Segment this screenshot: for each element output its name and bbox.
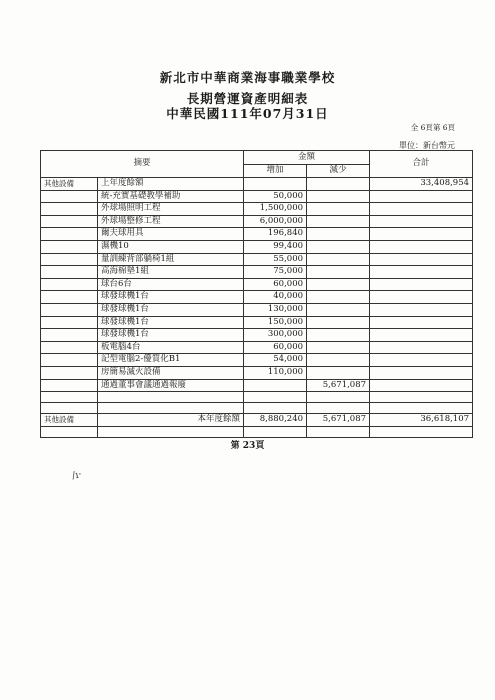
row-total xyxy=(370,354,473,367)
row-category xyxy=(41,303,98,316)
row-increase: 40,000 xyxy=(244,291,307,304)
blank-cell xyxy=(244,392,307,403)
table-row xyxy=(41,228,473,241)
table-row xyxy=(41,341,473,354)
row-decrease xyxy=(307,354,370,367)
table-row xyxy=(41,291,473,304)
row-increase: 55,000 xyxy=(244,253,307,266)
row-category xyxy=(41,215,98,228)
table-row xyxy=(41,316,473,329)
row-description: 球發球機1台 xyxy=(98,316,244,329)
row-category xyxy=(41,228,98,241)
row-total xyxy=(370,253,473,266)
row-total xyxy=(370,203,473,216)
row-decrease xyxy=(307,316,370,329)
blank-cell xyxy=(244,426,307,437)
row-increase: 300,000 xyxy=(244,329,307,342)
row-decrease xyxy=(307,215,370,228)
row-category xyxy=(41,190,98,203)
blank-row xyxy=(41,426,473,437)
blank-cell xyxy=(370,426,473,437)
summary-total: 36,618,107 xyxy=(370,414,473,427)
row-total xyxy=(370,379,473,392)
blank-cell xyxy=(244,403,307,414)
header-summary: 摘要 xyxy=(41,151,244,178)
table-row xyxy=(41,190,473,203)
table-row xyxy=(41,215,473,228)
row-total xyxy=(370,329,473,342)
report-title: 長期營運資產明細表 xyxy=(186,91,309,106)
row-decrease xyxy=(307,240,370,253)
blank-cell xyxy=(98,403,244,414)
row-increase xyxy=(244,379,307,392)
row-total xyxy=(370,291,473,304)
row-decrease xyxy=(307,366,370,379)
row-description: 球發球機1台 xyxy=(98,291,244,304)
row-decrease xyxy=(307,253,370,266)
row-category xyxy=(41,240,98,253)
row-decrease xyxy=(307,303,370,316)
row-total xyxy=(370,228,473,241)
row-category xyxy=(41,291,98,304)
row-category xyxy=(41,366,98,379)
blank-cell xyxy=(41,403,98,414)
table-row xyxy=(41,178,473,191)
row-total xyxy=(370,303,473,316)
row-description: 記型電腦2-優質化B1 xyxy=(98,354,244,367)
asset-detail-table xyxy=(40,150,473,438)
summary-increase: 8,880,240 xyxy=(244,414,307,427)
row-description: 板電腦4台 xyxy=(98,341,244,354)
row-description: 外球場照明工程 xyxy=(98,203,244,216)
row-decrease xyxy=(307,203,370,216)
header-decrease: 減少 xyxy=(307,165,370,178)
table-row xyxy=(41,253,473,266)
row-total xyxy=(370,215,473,228)
row-total xyxy=(370,240,473,253)
blank-cell xyxy=(370,392,473,403)
table-row xyxy=(41,354,473,367)
row-decrease: 5,671,087 xyxy=(307,379,370,392)
blank-row xyxy=(41,403,473,414)
header-amount: 金額 xyxy=(244,151,370,165)
row-description: 球發球機1台 xyxy=(98,303,244,316)
row-increase: 110,000 xyxy=(244,366,307,379)
handwritten-mark: /ı· xyxy=(71,469,83,482)
row-category xyxy=(41,278,98,291)
row-description: 量訓練背部躺椅1組 xyxy=(98,253,244,266)
row-description: 爾夫球用具 xyxy=(98,228,244,241)
blank-cell xyxy=(307,403,370,414)
row-increase: 60,000 xyxy=(244,341,307,354)
table-row xyxy=(41,366,473,379)
row-description: 通過董事會議通過報廢 xyxy=(98,379,244,392)
header-total: 合計 xyxy=(370,151,473,178)
blank-cell xyxy=(307,426,370,437)
row-decrease xyxy=(307,228,370,241)
row-increase: 60,000 xyxy=(244,278,307,291)
blank-row xyxy=(41,392,473,403)
table-row xyxy=(41,240,473,253)
blank-cell xyxy=(98,392,244,403)
school-name: 新北市中華商業海事職業學校 xyxy=(159,70,336,85)
row-increase: 196,840 xyxy=(244,228,307,241)
row-category: 其他設備 xyxy=(41,178,98,191)
row-category xyxy=(41,341,98,354)
row-description: 外球場整修工程 xyxy=(98,215,244,228)
row-total xyxy=(370,341,473,354)
row-decrease xyxy=(307,278,370,291)
row-category xyxy=(41,203,98,216)
row-decrease xyxy=(307,178,370,191)
row-increase: 99,400 xyxy=(244,240,307,253)
row-description: 濕機10 xyxy=(98,240,244,253)
row-category xyxy=(41,354,98,367)
row-decrease xyxy=(307,190,370,203)
row-category xyxy=(41,266,98,279)
table-row xyxy=(41,303,473,316)
row-decrease xyxy=(307,291,370,304)
summary-description: 本年度餘額 xyxy=(98,414,244,427)
row-total xyxy=(370,278,473,291)
row-increase: 50,000 xyxy=(244,190,307,203)
table-row xyxy=(41,329,473,342)
row-total: 33,408,954 xyxy=(370,178,473,191)
currency-unit: 單位：新台幣元 xyxy=(399,141,455,150)
row-decrease xyxy=(307,266,370,279)
table-row xyxy=(41,379,473,392)
row-total xyxy=(370,190,473,203)
row-increase: 130,000 xyxy=(244,303,307,316)
header-increase: 增加 xyxy=(244,165,307,178)
blank-cell xyxy=(307,392,370,403)
row-description: 統-充實基礎教學補助 xyxy=(98,190,244,203)
row-increase: 54,000 xyxy=(244,354,307,367)
row-description: 房簡易滅火設備 xyxy=(98,366,244,379)
table-row xyxy=(41,203,473,216)
row-increase: 6,000,000 xyxy=(244,215,307,228)
summary-decrease: 5,671,087 xyxy=(307,414,370,427)
row-increase: 150,000 xyxy=(244,316,307,329)
row-description: 高海棉墊1組 xyxy=(98,266,244,279)
row-description: 上年度餘額 xyxy=(98,178,244,191)
row-category xyxy=(41,253,98,266)
blank-cell xyxy=(41,426,98,437)
row-category xyxy=(41,379,98,392)
row-decrease xyxy=(307,341,370,354)
blank-cell xyxy=(370,403,473,414)
report-date: 中華民國111年07月31日 xyxy=(166,106,329,121)
row-total xyxy=(370,316,473,329)
summary-category: 其他設備 xyxy=(41,414,98,427)
table-row xyxy=(41,278,473,291)
summary-row xyxy=(41,414,473,427)
row-total xyxy=(370,366,473,379)
row-increase: 75,000 xyxy=(244,266,307,279)
row-category xyxy=(41,316,98,329)
page-info: 全 6頁第 6頁 xyxy=(410,123,455,132)
blank-cell xyxy=(98,426,244,437)
row-increase xyxy=(244,178,307,191)
row-category xyxy=(41,329,98,342)
row-increase: 1,500,000 xyxy=(244,203,307,216)
row-description: 球發球機1台 xyxy=(98,329,244,342)
row-description: 球台6台 xyxy=(98,278,244,291)
table-row xyxy=(41,266,473,279)
row-decrease xyxy=(307,329,370,342)
blank-cell xyxy=(41,392,98,403)
page-number: 第 23頁 xyxy=(230,441,265,451)
row-total xyxy=(370,266,473,279)
